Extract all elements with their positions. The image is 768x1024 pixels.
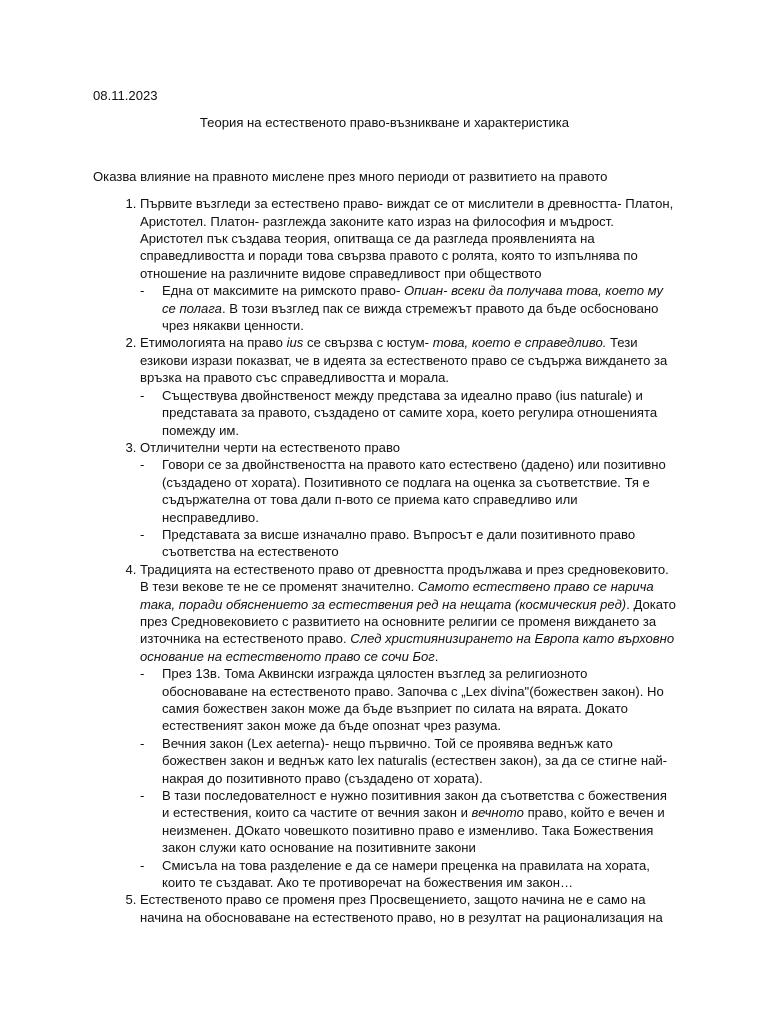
list-item-2 (140, 334, 676, 438)
sub-item: - Съществува двойнственост между представа за идеално право (ius naturale) и представата за правото, създадено от самите хора, което регулира отношенията помежду им. (162, 387, 676, 439)
item-2-italic: това, което е справедливо. (432, 335, 607, 351)
list-item-4 (140, 561, 676, 892)
sub-item: - Говори се за двойнствеността на правото като естествено (дадено) или позитивно (създадено от хората). Позитивното се подлага на оценка за съответствие. Тя е съдържателна от това дали п-вото се приема като справедливо или несправедливо. (162, 456, 676, 526)
item-2-italic: ius (286, 335, 304, 351)
item-2-text: се свързва с юстум- (303, 335, 433, 351)
sub-list-3 (140, 456, 676, 560)
sub-list-2 (140, 387, 676, 439)
sub-item: - Представата за висше изначално право. Въпросът е дали позитивното право съответства на естественото (162, 526, 676, 561)
item-2-text: Тези езикови изрази показват, че в идеята за естественото право се съдържа виждането за връзка на правото със справедливостта и морала. (140, 335, 668, 386)
sub-item-text: право, който е вечен и неизменен. ДОкато човешкото позитивно право е изменливо. Така Божествения закон служи като основание на позитивните закони (162, 805, 665, 856)
document-date: 08.11.2023 (93, 88, 158, 103)
sub-item: - Вечния закон (Lex aeterna)- нещо първично. Той се проявява веднъж като божествен закон и веднъж като lex naturalis (естествен закон), за да се стигне най-накрая до позитивното право (създадено от хората). (162, 735, 676, 787)
sub-list-1 (140, 282, 676, 334)
sub-item-text: В тази последователност е нужно позитивния закон да съответства с божествения и естествения, които са частите от вечния закон и (162, 788, 667, 821)
list-item-1 (140, 195, 676, 334)
list-item-5 (140, 891, 676, 926)
sub-item (162, 282, 676, 334)
item-4-text: . Докато през Средновековието с развитието на основните религии се променя виждането за източника на естественото право. (140, 596, 676, 647)
item-3-text: Отличителни черти на естественото право (140, 439, 401, 455)
item-4-text: Традицията на естественото право от древността продължава и през средновековито. В тези векове те не се променят значително. (140, 561, 669, 595)
item-4-text: . (434, 648, 439, 664)
item-4-italic: Самото естествено право се нарича така, поради обяснението за естествения ред на нещата (космическия ред) (140, 579, 654, 612)
sub-item-text: . В този възглед пак се вижда стремежът правото да бъде осбосновано чрез някакви ценности. (162, 300, 659, 334)
sub-item (162, 787, 676, 857)
intro-paragraph: Оказва влияние на правното мислене през много периоди от развитието на правото (93, 168, 608, 184)
sub-item: - През 13в. Тома Аквински изгражда цялостен възглед за религиозното обосноваване на естественото право. Започва с „Lex divina"(божествен закон). Но самия божествен закон може да бъде възприет по силата на вярата. Докато естественият закон може да бъде опознат чрез разума. (162, 665, 676, 735)
sub-item-italic: Опиан- всеки да получава това, което му се полага (162, 283, 664, 316)
item-4-italic: След християнизирането на Европа като върховно основание на естественото право се сочи Бог (140, 631, 675, 664)
sub-list-4 (140, 665, 676, 891)
document-title: Теория на естественото право-възникване и характеристика (199, 115, 570, 131)
main-list (93, 195, 676, 926)
sub-item-text: Една от максимите на римското право- (162, 283, 404, 299)
item-1-text: Първите възгледи за естествено право- виждат се от мислители в древността- Платон, Аристотел. Платон- разглежда законите като израз на философия и мъдрост. Аристотел пък създава теория, опитваща се да разгледа проявленията на справедливостта и поради това свързва правото с ролята, която то изпълнява по отношение на различните видове справедливост при обществото (140, 196, 674, 281)
list-item-3 (140, 439, 676, 561)
item-5-text: Естественото право се променя през Просвещението, защото начина не е само на начина на обосноваване на естественото право, но в резултат на рационализация на (140, 892, 663, 925)
item-2-text: Етимологията на право (140, 335, 287, 351)
sub-item: - Смисъла на това разделение е да се намери преценка на правилата на хората, които те създават. Ако те противоречат на божествения им закон… (162, 857, 676, 892)
sub-item-italic: вечното (471, 805, 524, 821)
